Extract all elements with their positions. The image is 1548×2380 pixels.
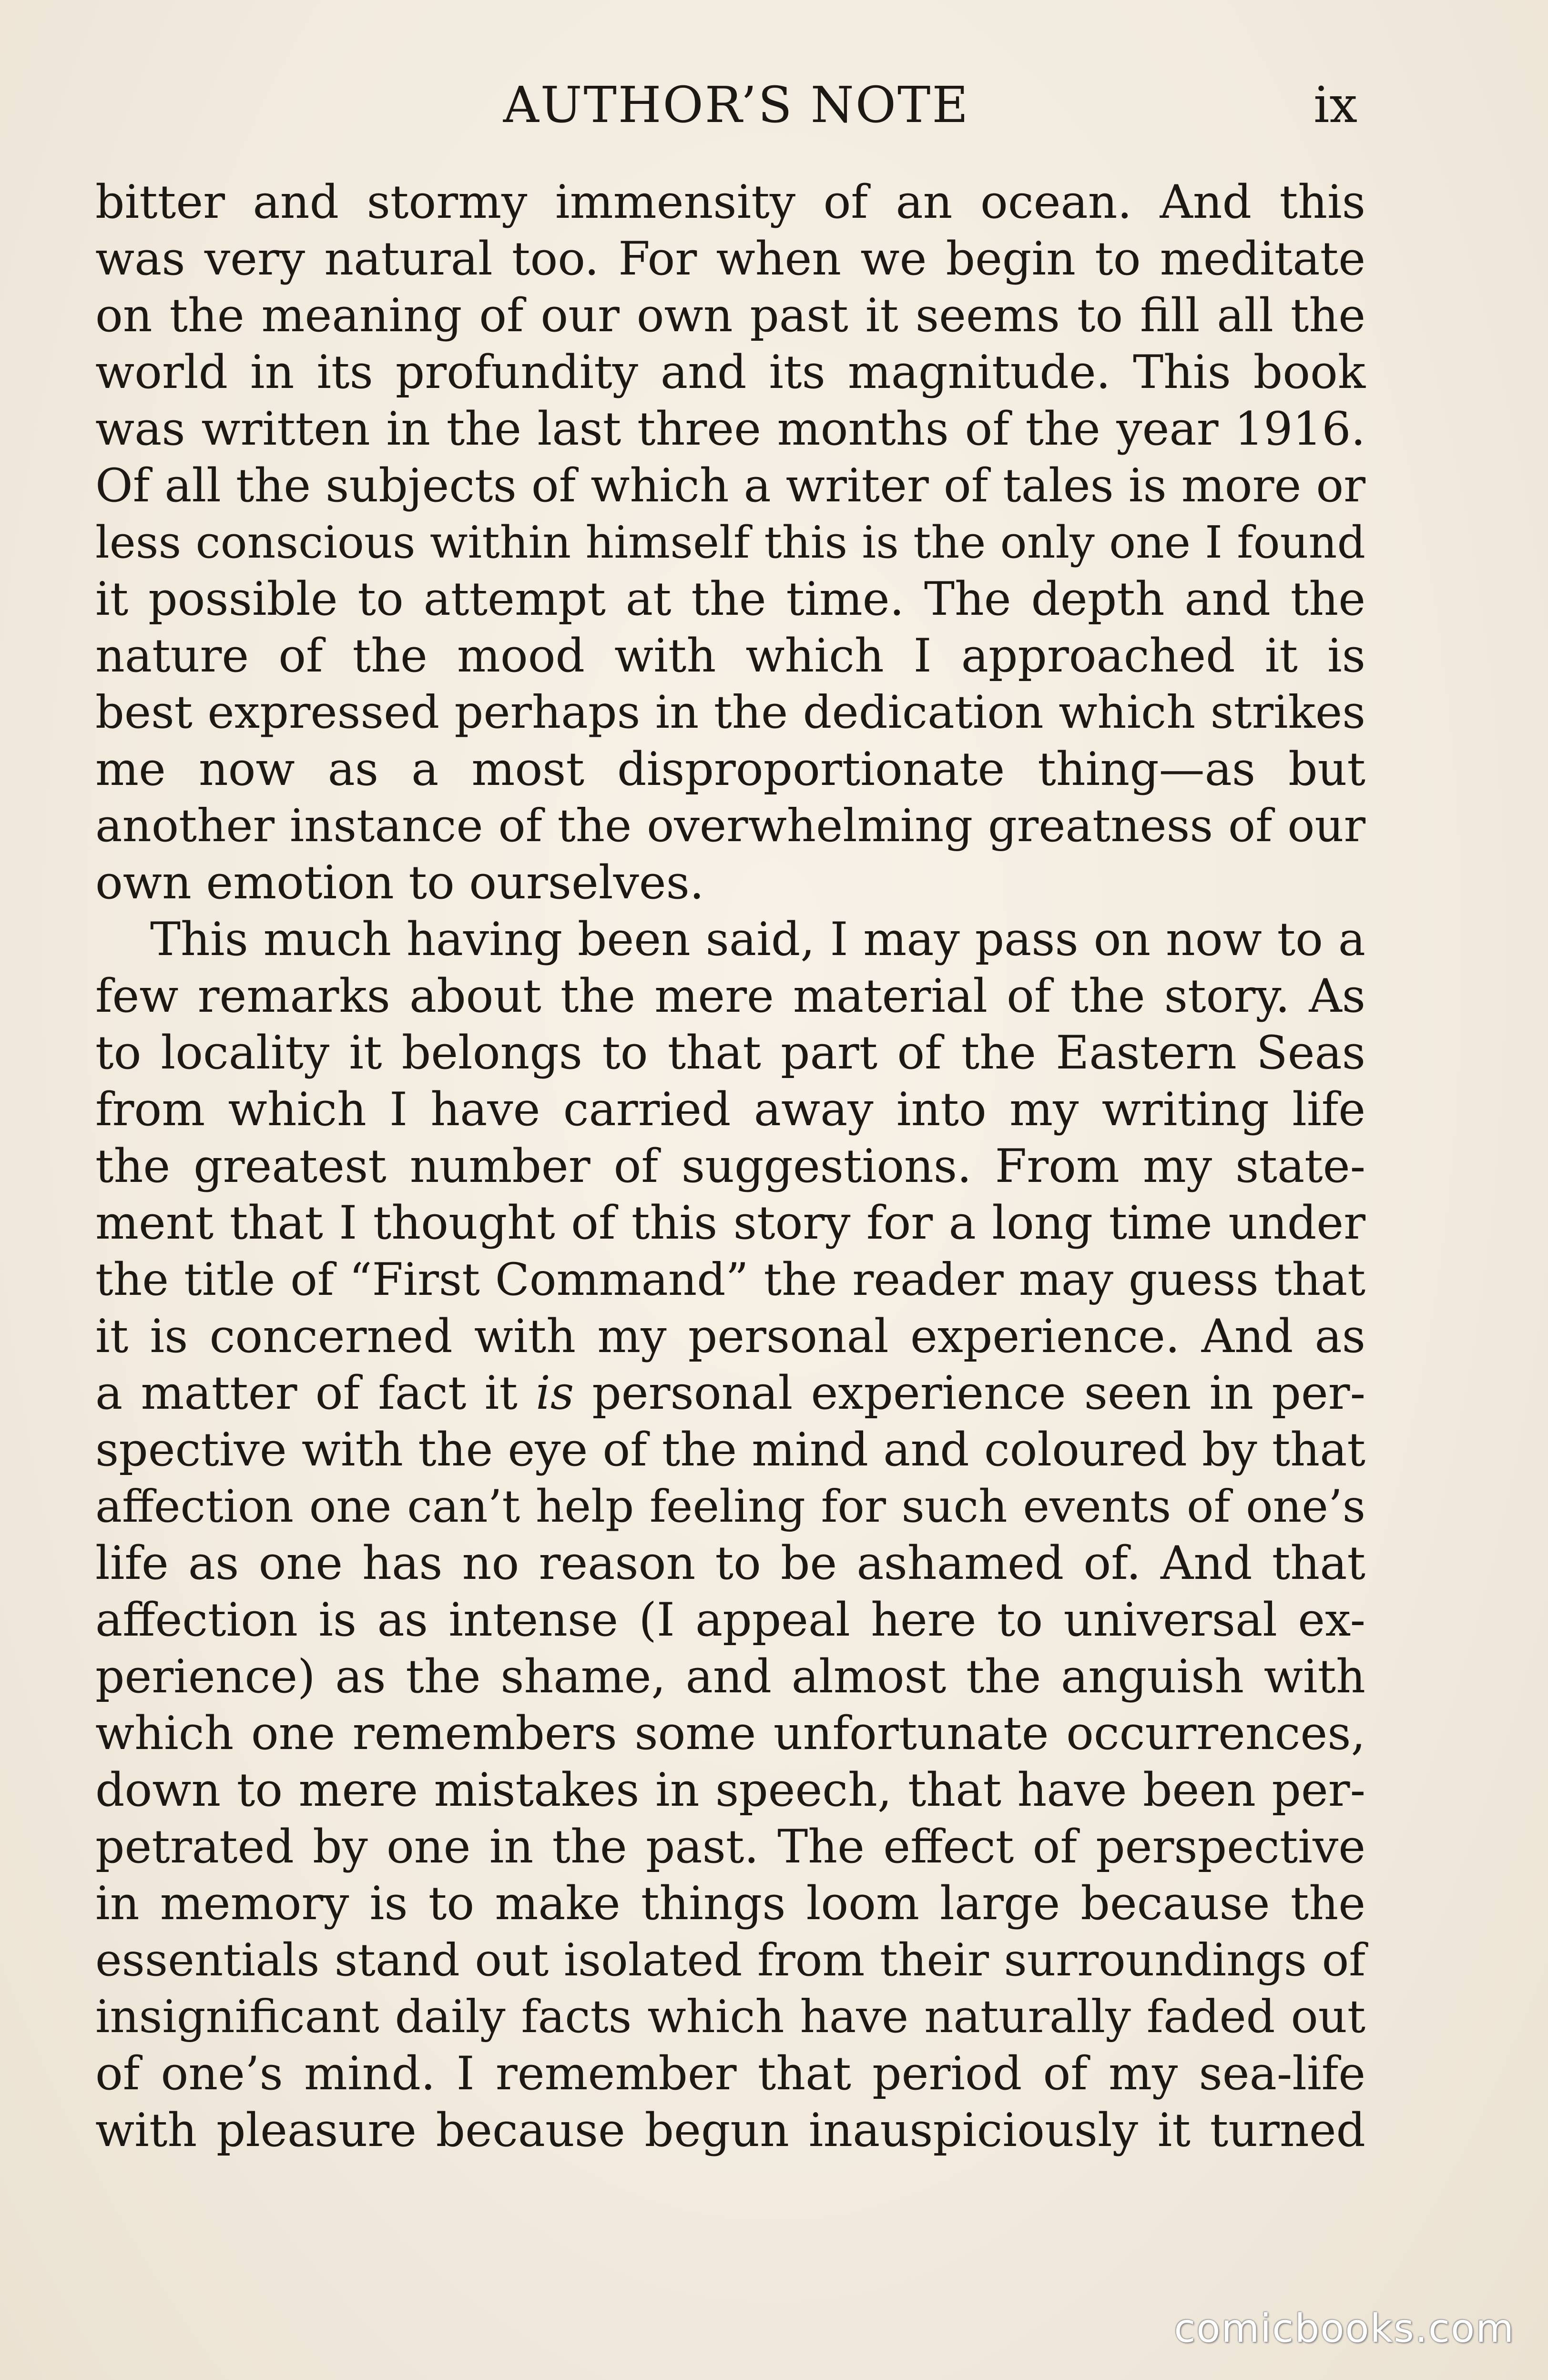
text-line: spective with the eye of the mind and coloured by that xyxy=(95,1423,1365,1476)
text-line: petrated by one in the past. The effect of perspective xyxy=(95,1820,1365,1873)
text-line: affection is as intense (I appeal here to universal ex- xyxy=(95,1593,1365,1647)
paragraph-end-line: own emotion to ourselves. xyxy=(95,856,704,909)
italic-emphasis: is xyxy=(536,1366,574,1420)
text-line: on the meaning of our own past it seems to fill all the xyxy=(95,289,1365,342)
text-line: Of all the subjects of which a writer of tales is more or xyxy=(95,459,1365,512)
text-line: nature of the mood with which I approached it is xyxy=(95,629,1365,682)
text-line: from which I have carried away into my writing life xyxy=(95,1083,1365,1136)
text-line: which one remembers some unfortunate occurrences, xyxy=(95,1707,1365,1760)
text-line: me now as a most disproportionate thing—as but xyxy=(95,742,1365,796)
text-line: few remarks about the mere material of the story. As xyxy=(95,969,1365,1023)
text-line: life as one has no reason to be ashamed of. And that xyxy=(95,1536,1365,1590)
text-line: affection one can’t help feeling for such events of one’s xyxy=(95,1481,1365,1533)
text-line: insignificant daily facts which have naturally faded out xyxy=(95,1991,1365,2043)
paragraph-first-line: This much having been said, I may pass on now to a xyxy=(150,913,1365,966)
watermark: comicbooks.com xyxy=(1174,2306,1515,2351)
text-line: with pleasure because begun inauspiciously it turned xyxy=(95,2104,1365,2157)
page-number: ix xyxy=(1314,76,1357,134)
text-line: it is concerned with my personal experience. And as xyxy=(95,1310,1365,1363)
text-line-with-italic: a matter of fact it is personal experience seen in per- xyxy=(95,1366,1365,1420)
text-line: down to mere mistakes in speech, that have been per- xyxy=(95,1763,1365,1817)
text-line: world in its profundity and its magnitude. This book xyxy=(95,346,1365,399)
text-line: to locality it belongs to that part of the Eastern Seas xyxy=(95,1026,1365,1079)
text-line: perience) as the shame, and almost the anguish with xyxy=(95,1650,1365,1703)
text-line: the title of “First Command” the reader may guess that xyxy=(95,1254,1365,1306)
text-line: of one’s mind. I remember that period of my sea-life xyxy=(95,2047,1365,2100)
chapter-title: AUTHOR’S NOTE xyxy=(503,76,970,134)
text-line: less conscious within himself this is the only one I found xyxy=(95,517,1365,568)
text-line: essentials stand out isolated from their surroundings of xyxy=(95,1934,1365,1986)
text-line: in memory is to make things loom large because the xyxy=(95,1877,1365,1930)
body-text xyxy=(95,174,1365,2159)
running-head xyxy=(0,71,1548,138)
text-line: ment that I thought of this story for a long time under xyxy=(95,1196,1365,1250)
text-line: best expressed perhaps in the dedication which strikes xyxy=(95,686,1365,739)
text-line: it possible to attempt at the time. The depth and the xyxy=(95,572,1365,626)
text-line: bitter and stormy immensity of an ocean. And this xyxy=(95,175,1365,229)
text-line: was written in the last three months of the year 1916. xyxy=(95,402,1365,456)
text-line: the greatest number of suggestions. From my state- xyxy=(95,1139,1365,1193)
text-line: another instance of the overwhelming greatness of our xyxy=(95,800,1365,852)
text-line: was very natural too. For when we begin to meditate xyxy=(95,232,1365,285)
